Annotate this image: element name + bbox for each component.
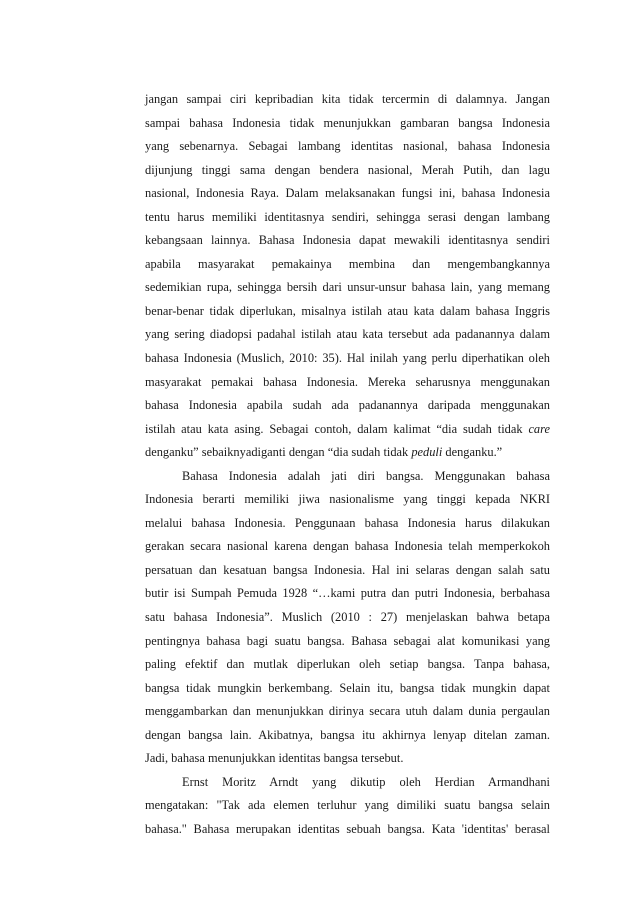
- text-line: yang sering diadopsi padahal istilah atau kata tersebut ada padanannya dalam: [145, 327, 550, 342]
- text-line: pentingnya bahasa bagi suatu bangsa. Bahasa sebagai alat komunikasi yang: [145, 633, 550, 648]
- text-line: persatuan dan kesatuan bangsa Indonesia. Hal ini selaras dengan salah satu: [145, 562, 550, 577]
- paragraph-3: [145, 771, 550, 842]
- text-line: bahasa." Bahasa merupakan identitas sebuah bangsa. Kata 'identitas' berasal: [145, 821, 550, 836]
- text-line: satu bahasa Indonesia”. Muslich (2010 : 27) menjelaskan bahwa betapa: [145, 610, 550, 625]
- text-line: tentu harus memiliki identitasnya sendiri, sehingga serasi dengan lambang: [145, 209, 550, 224]
- text-line: mengatakan: "Tak ada elemen terluhur yang dimiliki suatu bangsa selain: [145, 798, 550, 813]
- text-line: Indonesia berarti memiliki jiwa nasionalisme yang tinggi kepada NKRI: [145, 492, 550, 507]
- text-line: bangsa tidak mungkin berkembang. Selain itu, bangsa tidak mungkin dapat: [145, 680, 550, 695]
- text-line: denganku” sebaiknyadiganti dengan “dia sudah tidak peduli denganku.”: [145, 445, 503, 460]
- text-line: melalui bahasa Indonesia. Penggunaan bahasa Indonesia harus dilakukan: [145, 515, 550, 530]
- paragraph-2: [145, 465, 550, 771]
- paragraph-1: [145, 88, 550, 465]
- text-line: sampai bahasa Indonesia tidak menunjukkan gambaran bangsa Indonesia: [145, 115, 550, 130]
- text-line: yang sebenarnya. Sebagai lambang identitas nasional, bahasa Indonesia: [145, 139, 550, 154]
- text-line: benar-benar tidak diperlukan, misalnya istilah atau kata dalam bahasa Inggris: [145, 303, 550, 318]
- text-line: gerakan secara nasional karena dengan bahasa Indonesia telah memperkokoh: [145, 539, 550, 554]
- text-line: Ernst Moritz Arndt yang dikutip oleh Herdian Armandhani: [182, 774, 550, 789]
- text-line: paling efektif dan mutlak diperlukan oleh setiap bangsa. Tanpa bahasa,: [145, 657, 550, 672]
- text-line: Jadi, bahasa menunjukkan identitas bangsa tersebut.: [145, 751, 404, 766]
- text-line: istilah atau kata asing. Sebagai contoh, dalam kalimat “dia sudah tidak care: [145, 421, 550, 436]
- document-page: [145, 88, 550, 842]
- text-line: butir isi Sumpah Pemuda 1928 “…kami putra dan putri Indonesia, berbahasa: [145, 586, 550, 601]
- text-line: kebangsaan lainnya. Bahasa Indonesia dapat mewakili identitasnya sendiri: [145, 233, 550, 248]
- italic-term: peduli: [411, 445, 443, 460]
- text-line: sedemikian rupa, sehingga bersih dari unsur-unsur bahasa lain, yang memang: [145, 280, 550, 295]
- text-line: Bahasa Indonesia adalah jati diri bangsa. Menggunakan bahasa: [182, 468, 550, 483]
- text-line: dijunjung tinggi sama dengan bendera nasional, Merah Putih, dan lagu: [145, 162, 550, 177]
- text-line: apabila masyarakat pemakainya membina dan mengembangkannya: [145, 256, 550, 271]
- text-line: jangan sampai ciri kepribadian kita tidak tercermin di dalamnya. Jangan: [145, 92, 550, 106]
- text-line: masyarakat pemakai bahasa Indonesia. Mereka seharusnya menggunakan: [145, 374, 550, 389]
- text-line: bahasa Indonesia apabila sudah ada padanannya daripada menggunakan: [145, 398, 550, 413]
- text-line: bahasa Indonesia (Muslich, 2010: 35). Hal inilah yang perlu diperhatikan oleh: [145, 351, 550, 366]
- italic-term: care: [528, 421, 550, 436]
- text-line: dengan bangsa lain. Akibatnya, bangsa itu akhirnya lenyap ditelan zaman.: [145, 727, 550, 742]
- text-line: menggambarkan dan menunjukkan dirinya secara utuh dalam dunia pergaulan: [145, 704, 550, 719]
- text-line: nasional, Indonesia Raya. Dalam melaksanakan fungsi ini, bahasa Indonesia: [145, 186, 550, 201]
